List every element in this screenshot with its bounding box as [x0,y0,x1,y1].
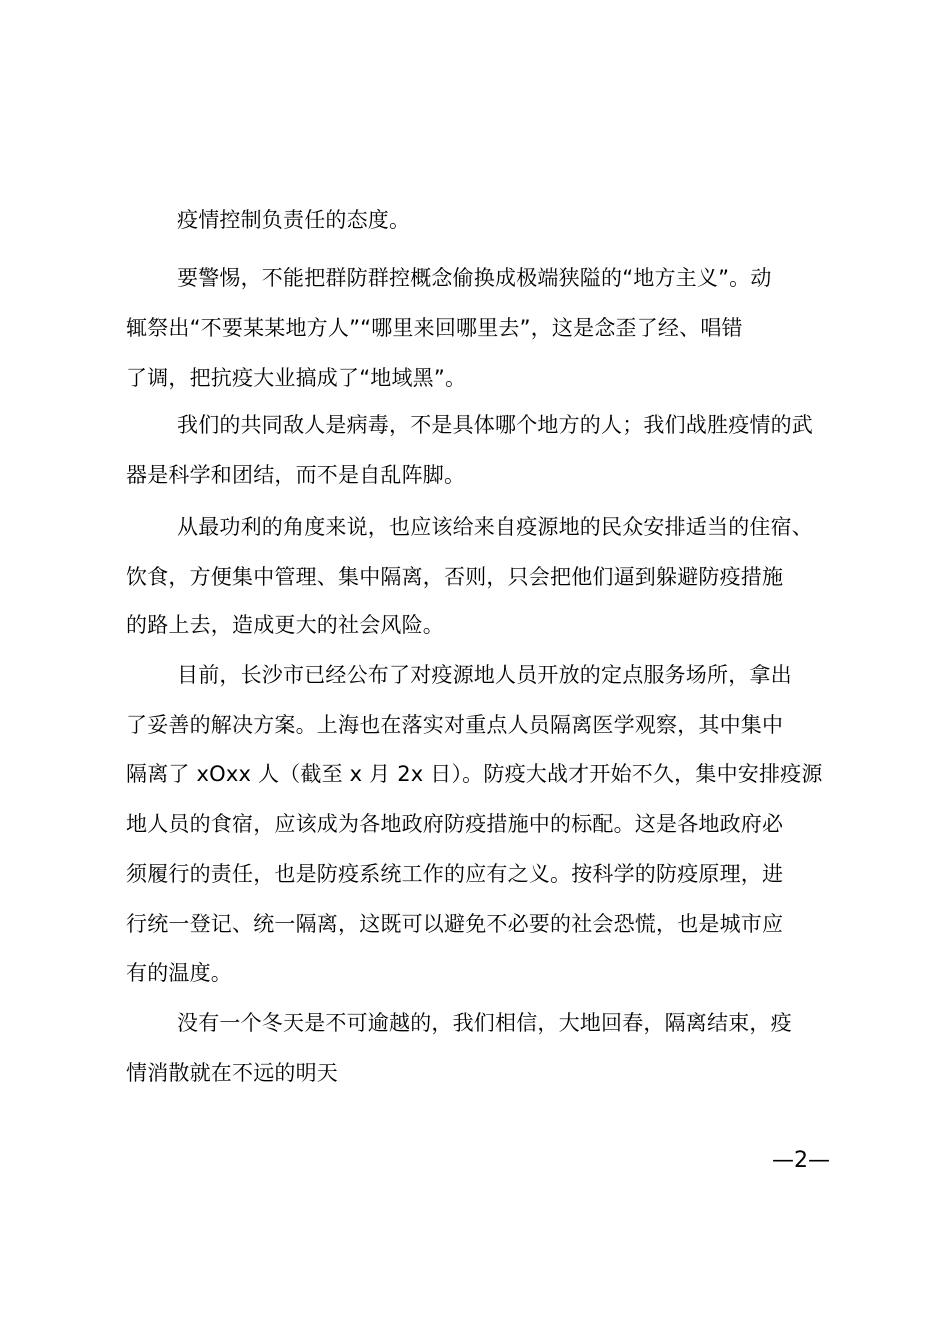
paragraph-2-line-1: 要警惕，不能把群防群控概念偷换成极端狭隘的“地方主义”。动 [177,266,772,290]
paragraph-4-line-3: 的路上去，造成更大的社会风险。 [126,613,444,637]
paragraph-5-line-7: 有的温度。 [126,961,232,985]
paragraph-5-line-6: 行统一登记、统一隔离，这既可以避免不必要的社会恐慌，也是城市应 [126,912,784,936]
paragraph-5-line-5: 须履行的责任，也是防疫系统工作的应有之义。按科学的防疫原理，进 [126,862,784,886]
paragraph-3-line-2: 器是科学和团结，而不是自乱阵脚。 [126,463,466,487]
paragraph-2-line-2: 辄祭出“不要某某地方人”“哪里来回哪里去”，这是念歪了经、唱错 [126,316,743,340]
paragraph-2-line-3: 了调，把抗疫大业搞成了“地域黑”。 [126,366,467,390]
paragraph-1-line-1: 疫情控制负责任的态度。 [177,208,411,232]
paragraph-3-line-1: 我们的共同敌人是病毒，不是具体哪个地方的人；我们战胜疫情的武 [177,413,813,437]
paragraph-5-line-4: 地人员的食宿，应该成为各地政府防疫措施中的标配。这是各地政府必 [126,812,784,836]
paragraph-6-line-2: 情消散就在不远的明天 [126,1061,338,1085]
paragraph-5-line-2: 了妥善的解决方案。上海也在落实对重点人员隔离医学观察，其中集中 [126,713,784,737]
paragraph-6-line-1: 没有一个冬天是不可逾越的，我们相信，大地回春，隔离结束，疫 [177,1011,792,1035]
paragraph-4-line-1: 从最功利的角度来说，也应该给来自疫源地的民众安排适当的住宿、 [177,515,813,539]
paragraph-5-line-3: 隔离了 xOxx 人（截至 x 月 2x 日）。防疫大战才开始不久，集中安排疫源 [126,762,823,786]
paragraph-4-line-2: 饮食，方便集中管理、集中隔离，否则，只会把他们逼到躲避防疫措施 [126,565,784,589]
page-number: —2— [772,1148,830,1173]
paragraph-5-line-1: 目前，长沙市已经公布了对疫源地人员开放的定点服务场所，拿出 [177,663,792,687]
